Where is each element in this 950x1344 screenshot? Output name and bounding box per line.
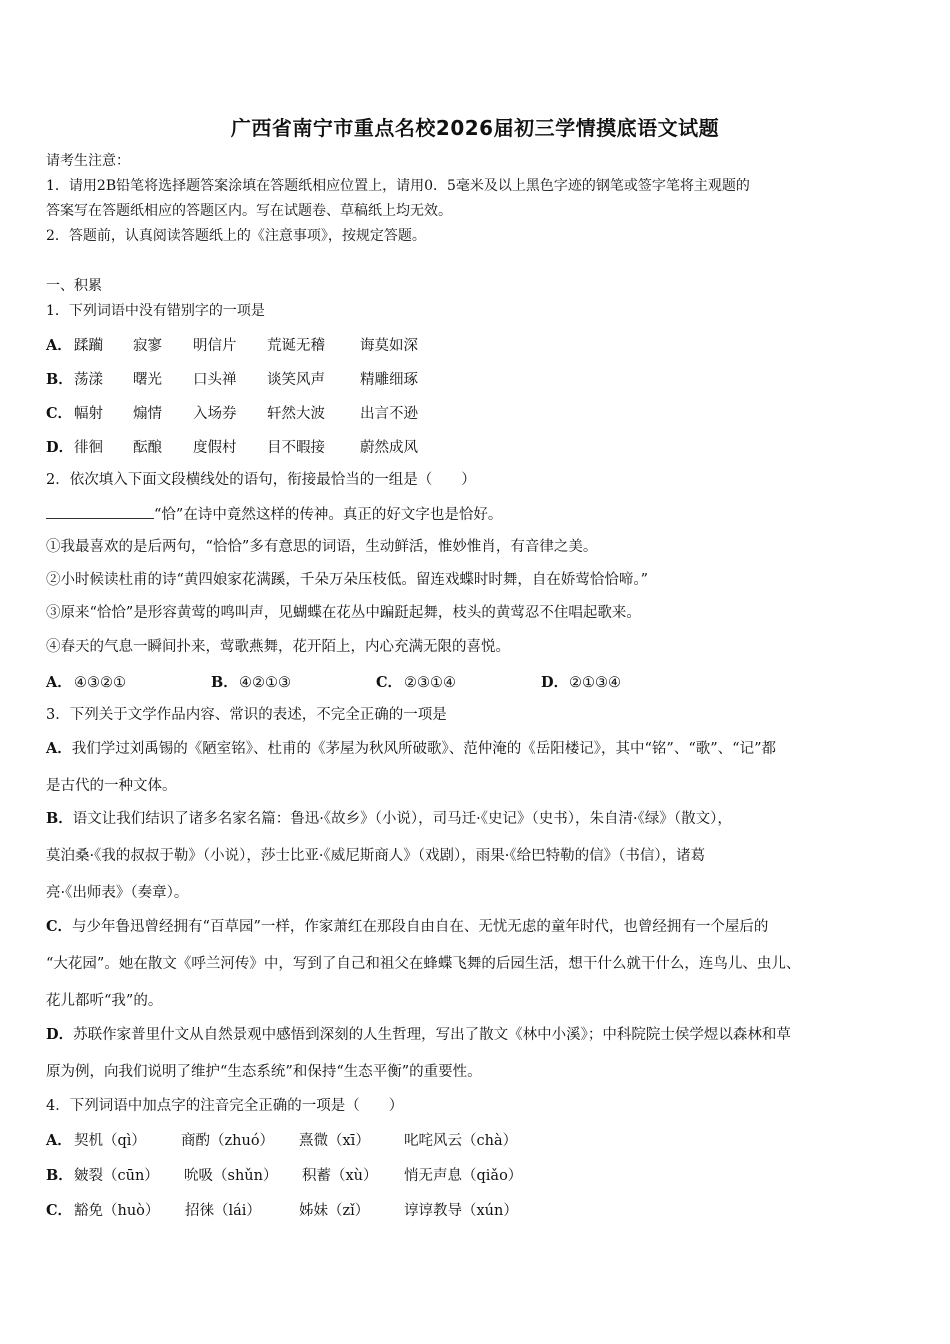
q2-choices (46, 671, 621, 692)
option-label: A． (46, 740, 72, 757)
q3-option-c-line1 (46, 917, 768, 937)
question-4-stem: 4．下列词语中加点字的注音完全正确的一项是（ ） (46, 1098, 404, 1114)
word: 煽情 (133, 406, 162, 422)
word: 曙光 (133, 372, 162, 388)
word: 积蓄（xù） (302, 1168, 378, 1184)
q1-option-a (46, 334, 418, 355)
option-label: D． (46, 1026, 74, 1043)
choice-text: ④③②① (74, 675, 126, 691)
q2-sentence-4: ④春天的气息一瞬间扑来，莺歌燕舞，花开陌上，内心充满无限的喜悦。 (46, 639, 510, 655)
word: 出言不逊 (360, 406, 418, 422)
q3-option-a-line1 (46, 739, 776, 759)
q1-option-d (46, 436, 418, 457)
question-3-stem: 3．下列关于文学作品内容、常识的表述，不完全正确的一项是 (46, 707, 447, 723)
option-label: D． (46, 439, 74, 456)
q4-option-a (46, 1129, 517, 1150)
option-label: B． (211, 674, 238, 691)
word: 荡漾 (74, 372, 103, 388)
q4-option-c (46, 1199, 518, 1220)
word: 叱咤风云（chà） (404, 1133, 518, 1149)
notice-item-1b: 答案写在答题纸相应的答题区内。写在试题卷、草稿纸上均无效。 (46, 203, 452, 219)
option-label: A． (46, 337, 72, 354)
q4-option-b (46, 1164, 522, 1185)
option-label: B． (46, 1167, 73, 1184)
q1-option-b (46, 368, 418, 389)
q3-option-b-line2: 莫泊桑·《我的叔叔于勒》（小说），莎士比亚·《威尼斯商人》（戏剧），雨果·《给巴特勒的信》（书信），诸葛 (46, 848, 706, 864)
option-label: C． (46, 405, 73, 422)
notice-heading: 请考生注意： (46, 153, 130, 169)
word: 姊妹（zǐ） (299, 1203, 370, 1219)
word: 招徕（lái） (185, 1203, 261, 1219)
q3-option-a-line2: 是古代的一种文体。 (46, 778, 177, 794)
question-2-stem: 2．依次填入下面文段横线处的语句，衔接最恰当的一组是（ ） (46, 472, 476, 488)
q2-passage (46, 504, 502, 525)
word: 精雕细琢 (360, 372, 418, 388)
word: 豁免（huò） (74, 1203, 160, 1219)
word: 皴裂（cūn） (74, 1168, 159, 1184)
choice-text: ②①③④ (569, 675, 621, 691)
section-heading: 一、积累 (46, 278, 102, 294)
q3-option-c-text: 与少年鲁迅曾经拥有“百草园”一样，作家萧红在那段自由自在、无忧无虑的童年时代，也曾经拥有一个屋后的 (72, 919, 769, 935)
option-label: C． (46, 918, 73, 935)
question-1-stem: 1．下列词语中没有错别字的一项是 (46, 303, 265, 319)
word: 熹微（xī） (299, 1133, 370, 1149)
word: 蹂躏 (74, 338, 103, 354)
word: 荒诞无稽 (267, 338, 325, 354)
q2-passage-text: “恰”在诗中竟然这样的传神。真正的好文字也是恰好。 (154, 507, 503, 523)
q3-option-c-line2: “大花园”。她在散文《呼兰河传》中，写到了自己和祖父在蜂蝶飞舞的后园生活，想干什么就干什么，连鸟儿、虫儿、 (46, 956, 801, 972)
q2-sentence-1: ①我最喜欢的是后两句，“恰恰”多有意思的词语，生动鲜活，惟妙惟肖，有音律之美。 (46, 539, 598, 555)
notice-item-2: 2．答题前，认真阅读答题纸上的《注意事项》，按规定答题。 (46, 228, 426, 244)
q3-option-d-line2: 原为例，向我们说明了维护“生态系统”和保持“生态平衡”的重要性。 (46, 1064, 482, 1080)
q3-option-b-line1 (46, 809, 732, 829)
q1-option-c (46, 402, 418, 423)
q2-sentence-2: ②小时候读杜甫的诗“黄四娘家花满蹊，千朵万朵压枝低。留连戏蝶时时舞，自在娇莺恰恰啼。” (46, 572, 649, 588)
option-label: B． (46, 371, 73, 388)
fill-blank (46, 504, 154, 519)
q3-option-d-text: 苏联作家普里什文从自然景观中感悟到深刻的人生哲理，写出了散文《林中小溪》；中科院院士侯学煜以森林和草 (73, 1027, 791, 1043)
word: 蔚然成风 (360, 440, 418, 456)
word: 度假村 (193, 440, 237, 456)
option-label: B． (46, 810, 73, 827)
choice-text: ④②①③ (239, 675, 291, 691)
word: 诲莫如深 (360, 338, 418, 354)
q2-sentence-3: ③原来“恰恰”是形容黄莺的鸣叫声，见蝴蝶在花丛中蹁跹起舞，枝头的黄莺忍不住唱起歌来。 (46, 605, 641, 621)
word: 明信片 (193, 338, 237, 354)
option-label: A． (46, 1132, 72, 1149)
option-label: A． (46, 674, 72, 691)
q3-option-b-text: 语文让我们结识了诸多名家名篇：鲁迅·《故乡》（小说），司马迁·《史记》（史书），朱自清·《绿》（散文）， (72, 811, 732, 827)
word: 徘徊 (74, 440, 103, 456)
word: 寂寥 (133, 338, 162, 354)
word: 吮吸（shǔn） (184, 1168, 278, 1184)
option-label: C． (376, 674, 403, 691)
option-label: C． (46, 1202, 73, 1219)
word: 悄无声息（qiǎo） (404, 1168, 523, 1184)
choice-text: ②③①④ (404, 675, 456, 691)
word: 幅射 (74, 406, 103, 422)
page-title: 广西省南宁市重点名校2026届初三学情摸底语文试题 (230, 116, 720, 140)
word: 商酌（zhuó） (181, 1133, 275, 1149)
notice-item-1a: 1．请用2B铅笔将选择题答案涂填在答题纸相应位置上，请用0．5毫米及以上黑色字迹的钢笔或签字笔将主观题的 (46, 178, 750, 194)
q3-option-a-text: 我们学过刘禹锡的《陋室铭》、杜甫的《茅屋为秋风所破歌》、范仲淹的《岳阳楼记》，其中“铭”、“歌”、“记”都 (71, 741, 776, 757)
q3-option-d-line1 (46, 1025, 791, 1045)
word: 谆谆教导（xún） (404, 1203, 518, 1219)
q3-option-b-line3: 亮·《出师表》（奏章）。 (46, 885, 189, 901)
word: 目不暇接 (267, 440, 325, 456)
word: 入场券 (193, 406, 237, 422)
q3-option-c-line3: 花儿都听“我”的。 (46, 993, 163, 1009)
option-label: D． (541, 674, 569, 691)
word: 轩然大波 (267, 406, 325, 422)
word: 口头禅 (193, 372, 237, 388)
word: 酝酿 (133, 440, 162, 456)
word: 契机（qì） (74, 1133, 146, 1149)
word: 谈笑风声 (267, 372, 325, 388)
